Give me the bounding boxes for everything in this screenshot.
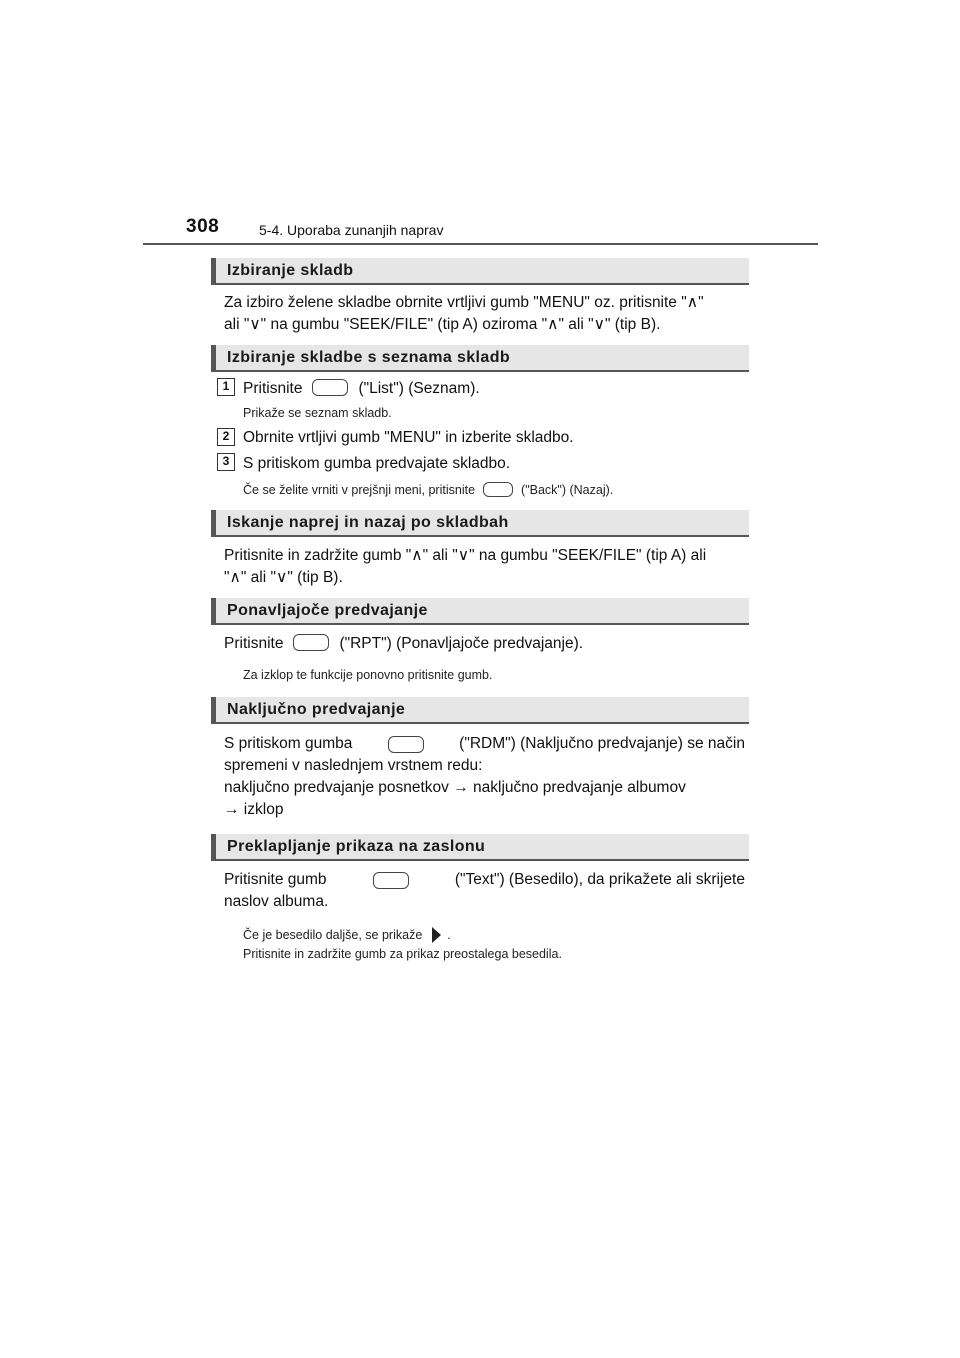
step-text-pre: Pritisnite [243, 380, 303, 397]
body-text-post: ("RDM") (Naključno predvajanje) se način [459, 735, 745, 752]
section-header-seek [211, 510, 749, 537]
note-post: . [447, 928, 451, 942]
section-header-display [211, 834, 749, 861]
section-header-track-select [211, 258, 749, 285]
section-body [224, 869, 745, 913]
section-body [224, 292, 745, 336]
section-body [224, 545, 745, 589]
step-number: 2 [217, 428, 235, 446]
body-line: → izklop [224, 801, 284, 818]
body-line [224, 733, 745, 755]
step-number: 1 [217, 378, 235, 396]
step-note: Prikaže se seznam skladb. [243, 406, 392, 420]
section-body [224, 633, 745, 655]
text-button-icon [373, 872, 409, 889]
page-number: 308 [186, 216, 220, 237]
section-title: Izbiranje skladbe s seznama skladb [227, 349, 511, 366]
body-line: Pritisnite in zadržite gumb "∧" ali "∨" na gumbu "SEEK/FILE" (tip A) ali [224, 547, 707, 564]
step-text: Obrnite vrtljivi gumb "MENU" in izberite skladbo. [243, 429, 574, 446]
list-button-icon [312, 379, 348, 396]
section-note: Za izklop te funkcije ponovno pritisnite gumb. [243, 668, 493, 682]
section-note [243, 926, 451, 945]
note-post: ("Back") (Nazaj). [521, 483, 614, 497]
section-header-repeat [211, 598, 749, 625]
section-title: Ponavljajoče predvajanje [227, 602, 428, 619]
section-title: Iskanje naprej in nazaj po skladbah [227, 514, 509, 531]
step-text: S pritiskom gumba predvajate skladbo. [243, 455, 511, 472]
body-text-pre: Pritisnite gumb [224, 871, 327, 888]
back-button-icon [483, 482, 513, 497]
section-note: Pritisnite in zadržite gumb za prikaz preostalega besedila. [243, 947, 562, 961]
body-line: "∧" ali "∨" (tip B). [224, 569, 343, 586]
rpt-button-icon [293, 634, 329, 651]
note-pre: Če se želite vrniti v prejšnji meni, pritisnite [243, 483, 476, 497]
section-header-track-list [211, 345, 749, 372]
play-arrow-icon [432, 927, 441, 943]
step-text [243, 378, 480, 400]
section-title: Izbiranje skladb [227, 262, 354, 279]
body-text-pre: Pritisnite [224, 635, 284, 652]
body-line: naslov albuma. [224, 893, 329, 910]
header-divider [143, 243, 818, 245]
body-text-post: ("RPT") (Ponavljajoče predvajanje). [339, 635, 584, 652]
section-body [224, 733, 745, 821]
note-pre: Če je besedilo daljše, se prikaže [243, 928, 423, 942]
body-line [224, 633, 745, 655]
body-line [224, 869, 745, 891]
step-text-post: ("List") (Seznam). [358, 380, 480, 397]
body-line: Za izbiro želene skladbe obrnite vrtljivi gumb "MENU" oz. pritisnite "∧" [224, 294, 704, 311]
body-text-post: ("Text") (Besedilo), da prikažete ali skrijete [454, 871, 745, 888]
body-line: ali "∨" na gumbu "SEEK/FILE" (tip A) oziroma "∧" ali "∨" (tip B). [224, 316, 661, 333]
section-title: Preklapljanje prikaza na zaslonu [227, 838, 486, 855]
chapter-title: 5-4. Uporaba zunanjih naprav [259, 222, 444, 238]
body-line: naključno predvajanje posnetkov → naključno predvajanje albumov [224, 779, 686, 796]
section-header-random [211, 697, 749, 724]
section-title: Naključno predvajanje [227, 701, 406, 718]
body-text-pre: S pritiskom gumba [224, 735, 353, 752]
rdm-button-icon [388, 736, 424, 753]
step-note [243, 481, 613, 499]
step-number: 3 [217, 453, 235, 471]
body-line: spremeni v naslednjem vrstnem redu: [224, 757, 483, 774]
